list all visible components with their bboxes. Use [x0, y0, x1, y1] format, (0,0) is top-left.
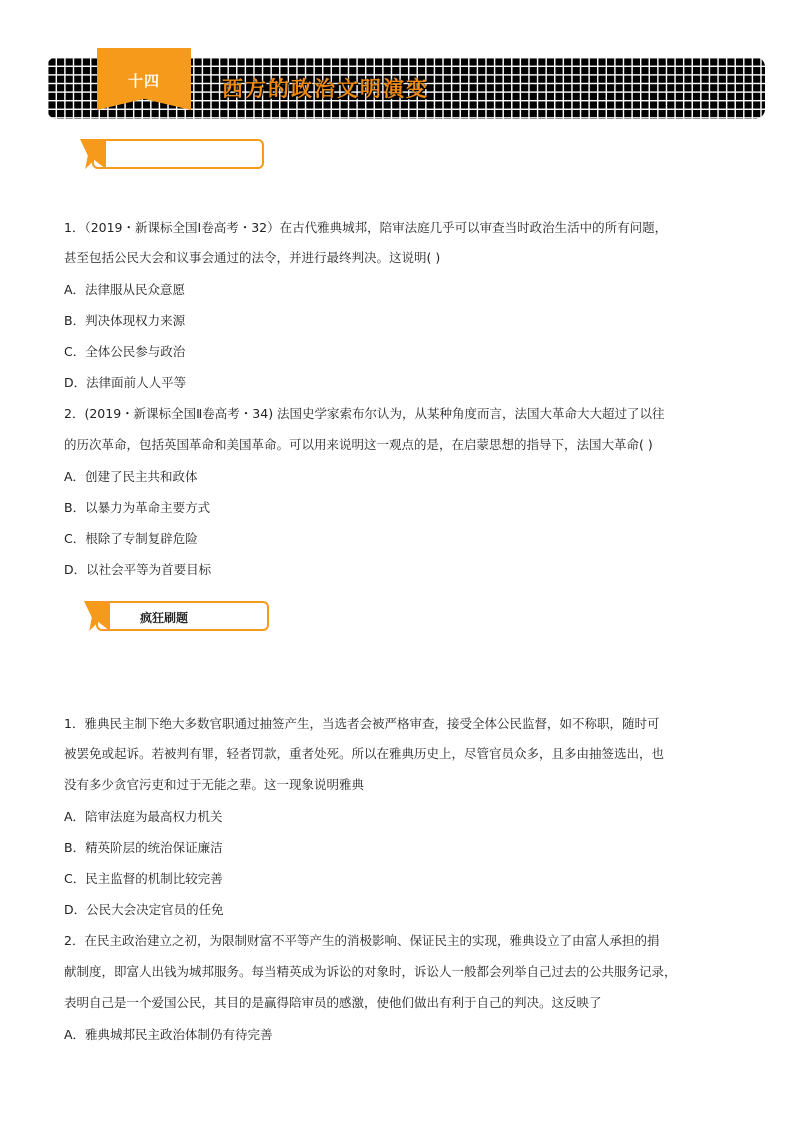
- q4-option-a: A．雅典城邦民主政治体制仍有待完善: [64, 1027, 273, 1042]
- chapter-badge-top: [97, 48, 191, 54]
- q2-line1: 2．(2019・新课标全国Ⅱ卷高考・34) 法国史学家索布尔认为，从某种角度而言，法国大革命大大超过了以往: [64, 406, 665, 421]
- q2-option-a: A．创建了民主共和政体: [64, 469, 198, 484]
- q3-option-c: C．民主监督的机制比较完善: [64, 871, 223, 886]
- q1-option-d: D．法律面前人人平等: [64, 375, 187, 390]
- q4-line2: 献制度，即富人出钱为城邦服务。每当精英成为诉讼的对象时，诉讼人一般都会列举自己过去的公共服务记录，: [64, 964, 677, 979]
- section-label-2: 疯狂刷题: [140, 611, 189, 625]
- q3-option-d: D．公民大会决定官员的任免: [64, 902, 224, 917]
- q1-option-b: B．判决体现权力来源: [64, 313, 186, 328]
- q3-option-a: A．陪审法庭为最高权力机关: [64, 809, 223, 824]
- q1-option-c: C．全体公民参与政治: [64, 344, 186, 359]
- q1-option-a: A．法律服从民众意愿: [64, 282, 186, 297]
- section-tag-1: [92, 139, 264, 169]
- q4-line1: 2．在民主政治建立之初，为限制财富不平等产生的消极影响、保证民主的实现，雅典设立了由富人承担的捐: [64, 933, 660, 948]
- q2-option-c: C．根除了专制复辟危险: [64, 531, 198, 546]
- q1-line1: 1．（2019・新课标全国Ⅰ卷高考・32）在古代雅典城邦，陪审法庭几乎可以审查当时政治生活中的所有问题，: [64, 220, 668, 235]
- q2-option-d: D．以社会平等为首要目标: [64, 562, 212, 577]
- chapter-title: 西方的政治文明演变: [222, 77, 429, 101]
- q3-option-b: B．精英阶层的统治保证廉洁: [64, 840, 223, 855]
- q4-line3: 表明自己是一个爱国公民，其目的是赢得陪审员的感激，使他们做出有利于自己的判决。这反映了: [64, 995, 602, 1010]
- q3-line1: 1．雅典民主制下绝大多数官职通过抽签产生，当选者会被严格审查，接受全体公民监督，如不称职，随时可: [64, 716, 660, 731]
- q3-line3: 没有多少贪官污吏和过于无能之辈。这一现象说明雅典: [64, 777, 365, 792]
- q2-option-b: B．以暴力为革命主要方式: [64, 500, 211, 515]
- q1-line2: 甚至包括公民大会和议事会通过的法令，并进行最终判决。这说明( ): [64, 250, 441, 265]
- chapter-number: 十四: [127, 72, 160, 90]
- q2-line2: 的历次革命，包括英国革命和美国革命。可以用来说明这一观点的是，在启蒙思想的指导下，法国大革命( ): [64, 437, 653, 452]
- q3-line2: 被罢免或起诉。若被判有罪，轻者罚款，重者处死。所以在雅典历史上，尽管官员众多，且多由抽签选出，也: [64, 746, 665, 761]
